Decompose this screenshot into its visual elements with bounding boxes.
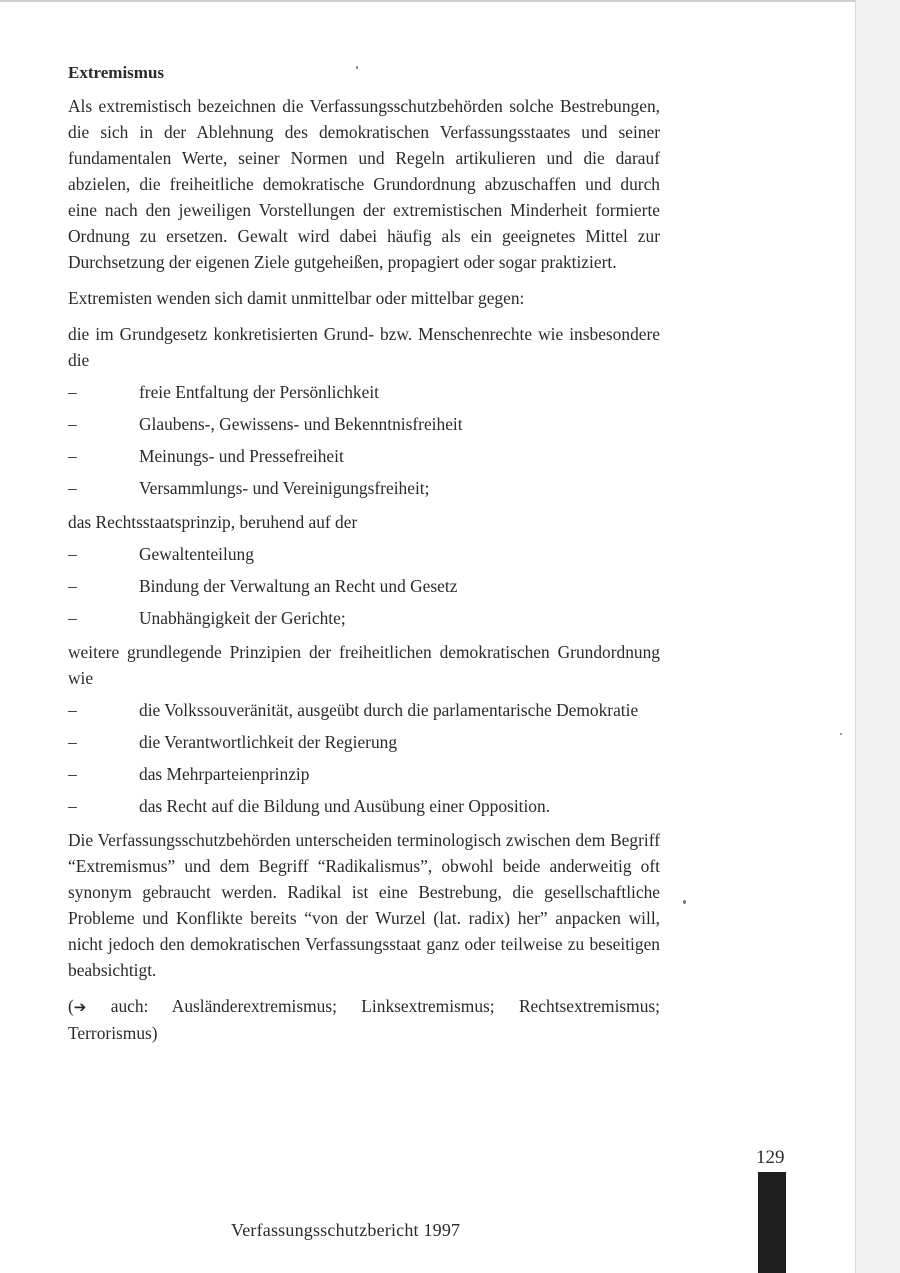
list-item [68,443,660,469]
dash-marker: – [68,796,77,816]
dash-marker: – [68,382,77,402]
rights-list [68,379,660,501]
list-item-text: Glaubens-, Gewissens- und Bekenntnisfreiheit [139,414,463,434]
principles-list [68,697,660,819]
list-item-text: freie Entfaltung der Persönlichkeit [139,382,380,402]
list-item-text: Unabhängigkeit der Gerichte; [139,608,346,628]
dash-marker: – [68,700,77,720]
rights-intro-paragraph: die im Grundgesetz konkretisierten Grund- bzw. Menschenrechte wie insbesondere die [68,324,660,370]
dash-marker: – [68,764,77,784]
page-footer: Verfassungsschutzbericht 1997 [231,1220,461,1240]
list-item [68,379,660,405]
see-also-text: auch: Ausländerextremismus; Linksextremismus; Rechtsextremismus; Terrorismus) [68,996,660,1043]
list-item [68,541,660,567]
list-item-text: das Recht auf die Bildung und Ausübung einer Opposition. [139,796,551,816]
dash-marker: – [68,732,77,752]
list-item [68,793,660,819]
list-item [68,475,660,501]
scan-speck [840,733,842,735]
page-number: 129 [756,1147,785,1168]
intro-paragraph: Als extremistisch bezeichnen die Verfassungsschutzbehörden solche Bestrebungen, die sich in der Ablehnung des demokratischen Verfassungsstaates und seiner fundamentalen Werte, seiner Normen und Regeln artikulieren und die darauf abzielen, die freiheitliche demokratische Grundordnung abzuschaffen und durch eine nach den jeweiligen Vorstellungen der extremistischen Minderheit formierte Ordnung zu ersetzen. Gewalt wird dabei häufig als ein geeignetes Mittel zur Durchsetzung der eigenen Ziele gutgeheißen, propagiert oder sogar praktiziert. [68,96,660,272]
page-top-border [0,0,856,2]
list-item-text: Gewaltenteilung [139,544,254,564]
scan-speck [683,900,686,904]
dash-marker: – [68,544,77,564]
list-item-text: die Volkssouveränität, ausgeübt durch die parlamentarische Demokratie [139,700,639,720]
list-item [68,605,660,631]
list-item-text: Bindung der Verwaltung an Recht und Gesetz [139,576,458,596]
rule-of-law-intro-paragraph: das Rechtsstaatsprinzip, beruhend auf der [68,512,358,532]
page-edge-shadow [855,0,900,1273]
principles-intro-paragraph: weitere grundlegende Prinzipien der freiheitlichen demokratischen Grundordnung wie [68,642,660,688]
thumb-index-bar [758,1172,786,1273]
list-item [68,573,660,599]
scan-speck [356,66,358,69]
dash-marker: – [68,478,77,498]
list-item-text: das Mehrparteienprinzip [139,764,310,784]
list-item-text: Meinungs- und Pressefreiheit [139,446,344,466]
list-item [68,761,660,787]
list-item-text: Versammlungs- und Vereinigungsfreiheit; [139,478,430,498]
list-item [68,697,660,723]
page-body [68,60,660,1056]
dash-marker: – [68,576,77,596]
dash-marker: – [68,446,77,466]
distinction-paragraph: Die Verfassungsschutzbehörden unterscheiden terminologisch zwischen dem Begriff “Extremismus” und dem Begriff “Radikalismus”, obwohl beide anderweitig oft synonym gebraucht werden. Radikal ist eine Bestrebung, die gesellschaftliche Probleme und Konflikte bereits “von der Wurzel (lat. radix) her” anpacken will, nicht jedoch den demokratischen Verfassungsstaat ganz oder teilweise zu beseitigen beabsichtigt. [68,830,660,980]
see-also-open: ( [68,996,74,1016]
rule-of-law-list [68,541,660,631]
list-item [68,729,660,755]
section-heading: Extremismus [68,63,165,82]
list-item [68,411,660,437]
against-paragraph: Extremisten wenden sich damit unmittelbar oder mittelbar gegen: [68,288,525,308]
see-also-paragraph [68,993,660,1046]
list-item-text: die Verantwortlichkeit der Regierung [139,732,398,752]
arrow-right-icon: ➔ [73,998,87,1016]
dash-marker: – [68,608,77,628]
dash-marker: – [68,414,77,434]
